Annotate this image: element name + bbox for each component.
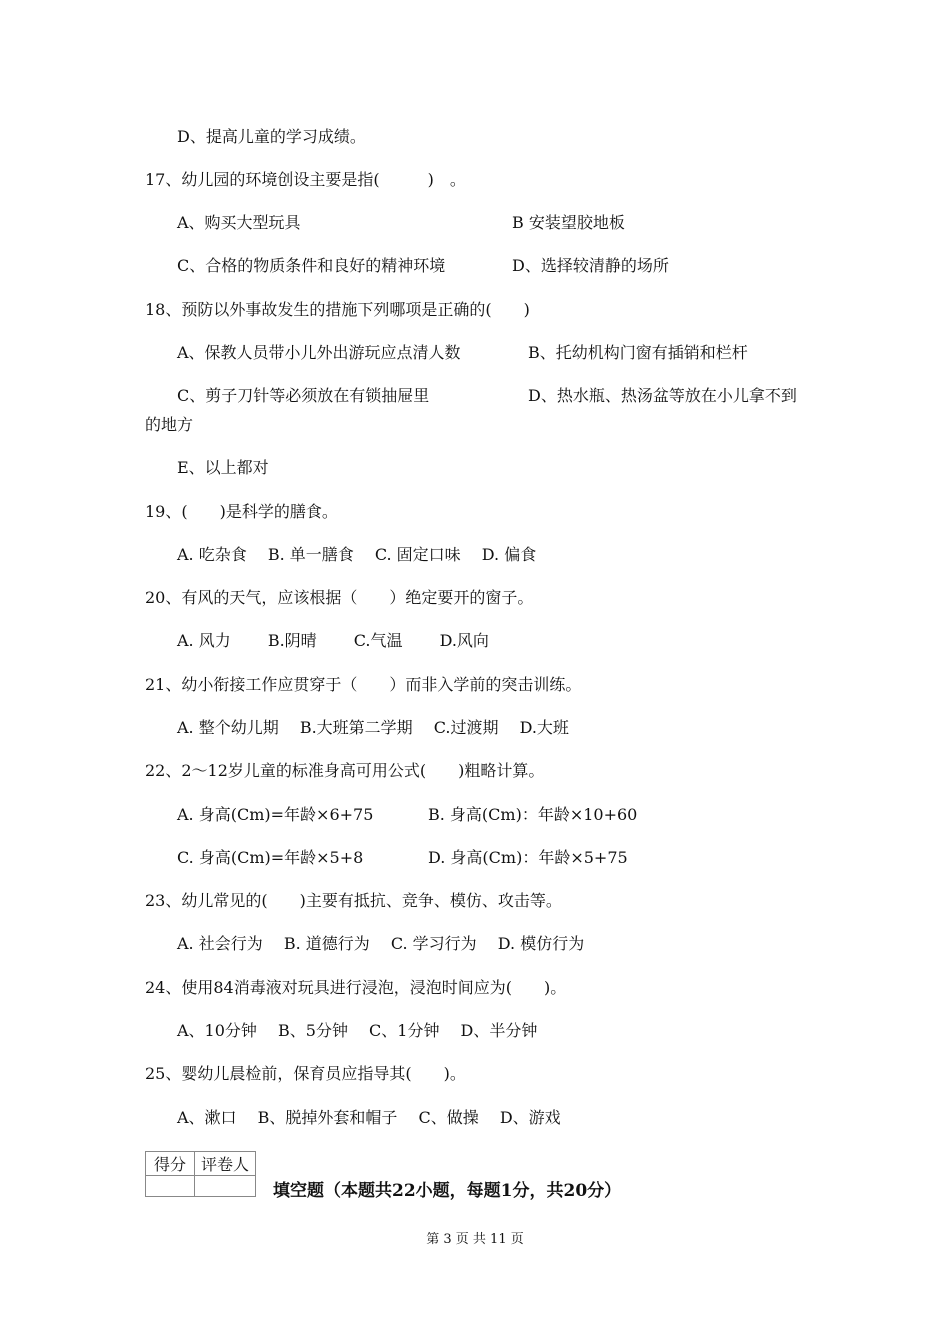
grader-cell	[195, 1176, 256, 1197]
q23-options: A. 社会行为 B. 道德行为 C. 学习行为 D. 模仿行为	[177, 934, 585, 953]
q18-option-c: C、剪子刀针等必须放在有锁抽屉里	[177, 386, 430, 405]
q16-option-d: D、提高儿童的学习成绩。	[177, 127, 366, 146]
q17-option-a: A、购买大型玩具	[177, 213, 301, 232]
q25-options: A、漱口 B、脱掉外套和帽子 C、做操 D、游戏	[177, 1108, 561, 1127]
q22-option-a: A. 身高(Cm)=年龄×6+75	[177, 805, 374, 824]
q17-option-c: C、合格的物质条件和良好的精神环境	[177, 256, 446, 275]
q22-option-d: D. 身高(Cm)：年龄×5+75	[428, 848, 628, 867]
q24-options: A、10分钟 B、5分钟 C、1分钟 D、半分钟	[177, 1021, 538, 1040]
q18-option-b: B、托幼机构门窗有插销和栏杆	[528, 343, 748, 362]
q19-options: A. 吃杂食 B. 单一膳食 C. 固定口味 D. 偏食	[177, 545, 537, 564]
q18-option-d-continued: 的地方	[145, 415, 194, 434]
q18-option-d: D、热水瓶、热汤盆等放在小儿拿不到	[528, 386, 797, 405]
q21-stem: 21、幼小衔接工作应贯穿于（ ）而非入学前的突击训练。	[145, 675, 582, 694]
q23-stem: 23、幼儿常见的( )主要有抵抗、竞争、模仿、攻击等。	[145, 891, 562, 910]
score-label: 得分	[146, 1152, 195, 1176]
page-footer: 第 3 页 共 11 页	[426, 1232, 524, 1247]
q17-option-b: B 安装望胶地板	[512, 213, 625, 232]
q22-option-b: B. 身高(Cm)：年龄×10+60	[428, 805, 638, 824]
q22-option-c: C. 身高(Cm)=年龄×5+8	[177, 848, 364, 867]
q20-stem: 20、有风的天气，应该根据（ ）绝定要开的窗子。	[145, 588, 534, 607]
score-table	[145, 1151, 256, 1197]
q17-stem: 17、幼儿园的环境创设主要是指( ) 。	[145, 170, 466, 189]
score-cell	[146, 1176, 195, 1197]
q18-stem: 18、预防以外事故发生的措施下列哪项是正确的( )	[145, 300, 530, 319]
q25-stem: 25、婴幼儿晨检前，保育员应指导其( )。	[145, 1064, 466, 1083]
grader-label: 评卷人	[195, 1152, 256, 1176]
q19-stem: 19、( )是科学的膳食。	[145, 502, 338, 521]
q18-option-a: A、保教人员带小儿外出游玩应点清人数	[177, 343, 461, 362]
q18-option-e: E、以上都对	[177, 458, 269, 477]
q21-options: A. 整个幼儿期 B.大班第二学期 C.过渡期 D.大班	[177, 718, 569, 737]
q20-options: A. 风力 B.阴晴 C.气温 D.风向	[177, 631, 489, 650]
q24-stem: 24、使用84消毒液对玩具进行浸泡，浸泡时间应为( )。	[145, 978, 567, 997]
section-title: 填空题（本题共22小题，每题1分，共20分）	[273, 1181, 622, 1201]
q22-stem: 22、2～12岁儿童的标准身高可用公式( )粗略计算。	[145, 761, 545, 780]
q17-option-d: D、选择较清静的场所	[512, 256, 669, 275]
